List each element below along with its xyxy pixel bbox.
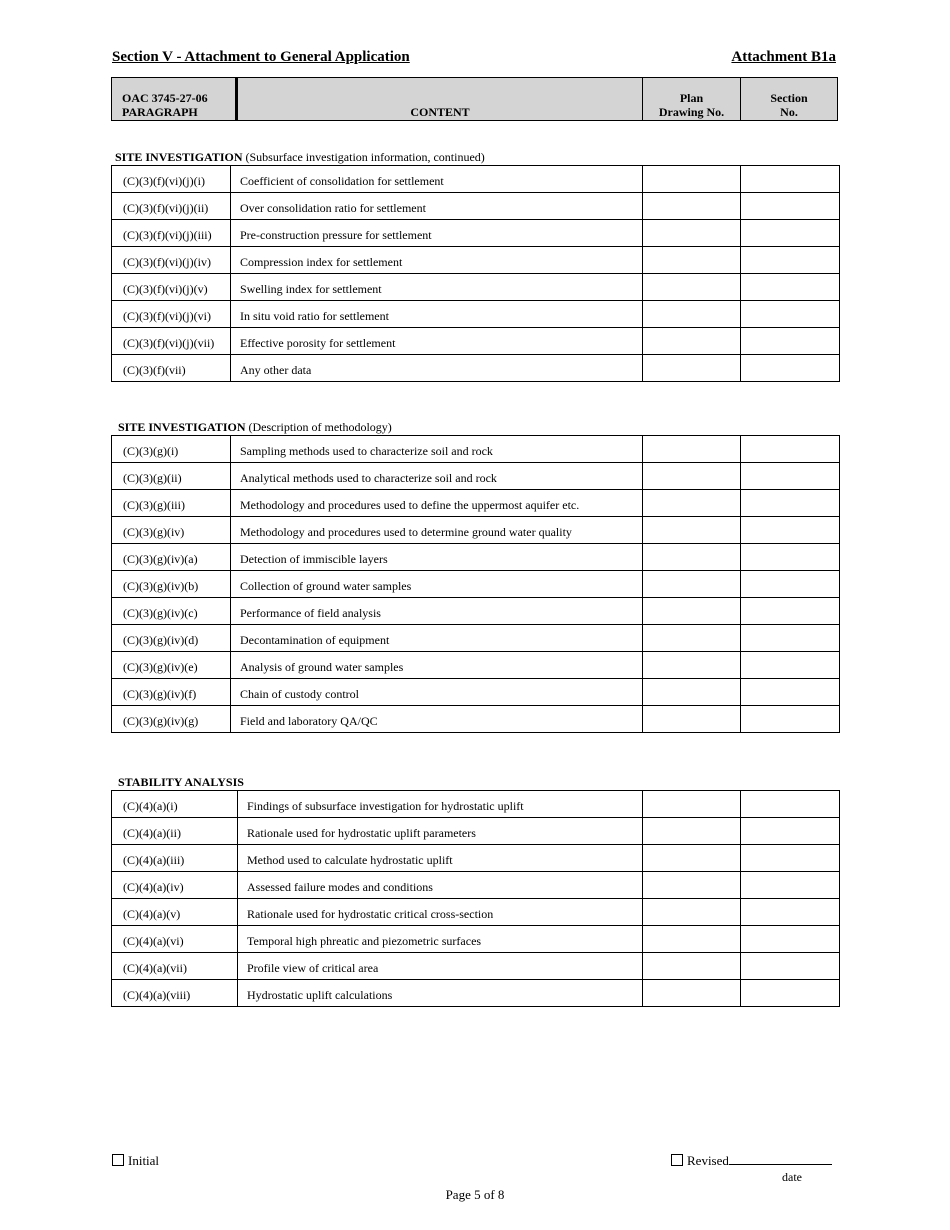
section-no-cell[interactable] — [741, 517, 840, 544]
plan-drawing-cell[interactable] — [643, 652, 741, 679]
section-no-cell[interactable] — [741, 544, 840, 571]
table-row — [112, 706, 840, 733]
section-heading-bold: STABILITY ANALYSIS — [118, 775, 244, 789]
paragraph-cell: (C)(4)(a)(ii) — [112, 818, 238, 845]
table-row — [112, 193, 840, 220]
plan-drawing-cell[interactable] — [643, 328, 741, 355]
table-row — [112, 571, 840, 598]
section-no-cell[interactable] — [741, 463, 840, 490]
paragraph-cell: (C)(3)(g)(iv)(d) — [112, 625, 231, 652]
paragraph-cell: (C)(4)(a)(viii) — [112, 980, 238, 1007]
content-cell: Sampling methods used to characterize soil and rock — [231, 436, 643, 463]
paragraph-cell: (C)(3)(g)(iv)(f) — [112, 679, 231, 706]
content-cell: Decontamination of equipment — [231, 625, 643, 652]
plan-drawing-cell[interactable] — [643, 463, 741, 490]
header-paragraph-line2: PARAGRAPH — [122, 105, 198, 119]
section-no-cell[interactable] — [741, 818, 840, 845]
section-no-cell[interactable] — [741, 598, 840, 625]
table-row — [112, 490, 840, 517]
table-site-investigation-methodology — [111, 435, 840, 733]
section-no-cell[interactable] — [741, 706, 840, 733]
plan-drawing-cell[interactable] — [643, 301, 741, 328]
table-row — [112, 899, 840, 926]
content-cell: Chain of custody control — [231, 679, 643, 706]
plan-drawing-cell[interactable] — [643, 706, 741, 733]
content-cell: Analysis of ground water samples — [231, 652, 643, 679]
table-row — [112, 301, 840, 328]
paragraph-cell: (C)(3)(f)(vi)(j)(vi) — [112, 301, 231, 328]
header-plan-drawing — [643, 78, 741, 120]
section-no-cell[interactable] — [741, 953, 840, 980]
content-cell: Method used to calculate hydrostatic uplift — [238, 845, 643, 872]
table-row — [112, 274, 840, 301]
table-row — [112, 652, 840, 679]
plan-drawing-cell[interactable] — [643, 625, 741, 652]
plan-drawing-cell[interactable] — [643, 274, 741, 301]
plan-drawing-cell[interactable] — [643, 193, 741, 220]
table-row — [112, 544, 840, 571]
section-heading-bold: SITE INVESTIGATION — [118, 420, 246, 434]
content-cell: Assessed failure modes and conditions — [238, 872, 643, 899]
section-heading — [118, 775, 244, 790]
table-row — [112, 845, 840, 872]
table-row — [112, 625, 840, 652]
section-no-cell[interactable] — [741, 679, 840, 706]
content-cell: Hydrostatic uplift calculations — [238, 980, 643, 1007]
paragraph-cell: (C)(3)(f)(vi)(j)(v) — [112, 274, 231, 301]
paragraph-cell: (C)(3)(g)(ii) — [112, 463, 231, 490]
paragraph-cell: (C)(3)(g)(iv)(g) — [112, 706, 231, 733]
section-no-cell[interactable] — [741, 436, 840, 463]
initial-label: Initial — [128, 1153, 160, 1168]
section-no-cell[interactable] — [741, 301, 840, 328]
table-row — [112, 872, 840, 899]
paragraph-cell: (C)(3)(g)(iv)(b) — [112, 571, 231, 598]
plan-drawing-cell[interactable] — [643, 166, 741, 193]
date-label: date — [782, 1170, 802, 1184]
paragraph-cell: (C)(3)(g)(iii) — [112, 490, 231, 517]
plan-drawing-cell[interactable] — [643, 926, 741, 953]
plan-drawing-cell[interactable] — [643, 247, 741, 274]
revised-checkbox[interactable] — [671, 1154, 683, 1166]
plan-drawing-cell[interactable] — [643, 980, 741, 1007]
section-no-cell[interactable] — [741, 355, 840, 382]
plan-drawing-cell[interactable] — [643, 355, 741, 382]
plan-drawing-cell[interactable] — [643, 845, 741, 872]
content-cell: Compression index for settlement — [231, 247, 643, 274]
plan-drawing-cell[interactable] — [643, 598, 741, 625]
plan-drawing-cell[interactable] — [643, 872, 741, 899]
table-site-investigation-subsurface — [111, 165, 840, 382]
table-stability-analysis — [111, 790, 840, 1007]
content-cell: In situ void ratio for settlement — [231, 301, 643, 328]
header-section-line2: No. — [780, 105, 798, 119]
table-row — [112, 247, 840, 274]
content-cell: Swelling index for settlement — [231, 274, 643, 301]
revised-date-blank[interactable] — [729, 1153, 832, 1165]
paragraph-cell: (C)(3)(g)(iv)(c) — [112, 598, 231, 625]
content-cell: Profile view of critical area — [238, 953, 643, 980]
content-cell: Rationale used for hydrostatic uplift parameters — [238, 818, 643, 845]
table-row — [112, 980, 840, 1007]
table-row — [112, 436, 840, 463]
column-header-bar — [111, 77, 838, 121]
header-content: CONTENT — [238, 78, 643, 120]
content-cell: Rationale used for hydrostatic critical cross-section — [238, 899, 643, 926]
table-row — [112, 463, 840, 490]
plan-drawing-cell[interactable] — [643, 818, 741, 845]
section-no-cell[interactable] — [741, 980, 840, 1007]
table-row — [112, 953, 840, 980]
initial-checkbox[interactable] — [112, 1154, 124, 1166]
section-no-cell[interactable] — [741, 328, 840, 355]
section-no-cell[interactable] — [741, 220, 840, 247]
content-cell: Pre-construction pressure for settlement — [231, 220, 643, 247]
section-no-cell[interactable] — [741, 845, 840, 872]
paragraph-cell: (C)(3)(f)(vi)(j)(iii) — [112, 220, 231, 247]
section-no-cell[interactable] — [741, 193, 840, 220]
paragraph-cell: (C)(3)(g)(iv) — [112, 517, 231, 544]
content-cell: Collection of ground water samples — [231, 571, 643, 598]
table-row — [112, 220, 840, 247]
section-heading-bold: SITE INVESTIGATION — [115, 150, 243, 164]
section-no-cell[interactable] — [741, 274, 840, 301]
content-cell: Temporal high phreatic and piezometric surfaces — [238, 926, 643, 953]
paragraph-cell: (C)(4)(a)(iv) — [112, 872, 238, 899]
section-no-cell[interactable] — [741, 490, 840, 517]
attachment-title: Attachment B1a — [731, 49, 836, 65]
table-row — [112, 517, 840, 544]
plan-drawing-cell[interactable] — [643, 791, 741, 818]
paragraph-cell: (C)(3)(f)(vi)(j)(vii) — [112, 328, 231, 355]
paragraph-cell: (C)(3)(f)(vi)(j)(ii) — [112, 193, 231, 220]
section-title: Section V - Attachment to General Application — [112, 49, 410, 65]
content-cell: Performance of field analysis — [231, 598, 643, 625]
table-row — [112, 355, 840, 382]
paragraph-cell: (C)(3)(g)(iv)(e) — [112, 652, 231, 679]
initial-option[interactable] — [112, 1153, 159, 1169]
plan-drawing-cell[interactable] — [643, 953, 741, 980]
content-cell: Coefficient of consolidation for settlement — [231, 166, 643, 193]
plan-drawing-cell[interactable] — [643, 220, 741, 247]
revised-option[interactable] — [671, 1153, 832, 1169]
section-heading — [118, 420, 392, 435]
table-row — [112, 166, 840, 193]
header-plan-line2: Drawing No. — [658, 105, 725, 119]
section-no-cell[interactable] — [741, 247, 840, 274]
plan-drawing-cell[interactable] — [643, 436, 741, 463]
content-cell: Methodology and procedures used to determine ground water quality — [231, 517, 643, 544]
table-row — [112, 679, 840, 706]
plan-drawing-cell[interactable] — [643, 679, 741, 706]
header-paragraph — [112, 78, 238, 120]
table-row — [112, 926, 840, 953]
header-section-line1: Section — [770, 91, 808, 105]
plan-drawing-cell[interactable] — [643, 544, 741, 571]
paragraph-cell: (C)(3)(f)(vi)(j)(i) — [112, 166, 231, 193]
content-cell: Any other data — [231, 355, 643, 382]
section-no-cell[interactable] — [741, 926, 840, 953]
plan-drawing-cell[interactable] — [643, 517, 741, 544]
table-row — [112, 598, 840, 625]
revised-label: Revised — [687, 1153, 729, 1168]
page-number: Page 5 of 8 — [445, 1187, 505, 1202]
paragraph-cell: (C)(3)(g)(iv)(a) — [112, 544, 231, 571]
section-no-cell[interactable] — [741, 652, 840, 679]
paragraph-cell: (C)(3)(f)(vii) — [112, 355, 231, 382]
section-no-cell[interactable] — [741, 166, 840, 193]
header-section-no — [741, 78, 837, 120]
content-cell: Over consolidation ratio for settlement — [231, 193, 643, 220]
paragraph-cell: (C)(4)(a)(vii) — [112, 953, 238, 980]
table-row — [112, 791, 840, 818]
content-cell: Field and laboratory QA/QC — [231, 706, 643, 733]
section-no-cell[interactable] — [741, 625, 840, 652]
table-row — [112, 818, 840, 845]
header-plan-line1: Plan — [679, 91, 704, 105]
content-cell: Effective porosity for settlement — [231, 328, 643, 355]
content-cell: Detection of immiscible layers — [231, 544, 643, 571]
section-no-cell[interactable] — [741, 571, 840, 598]
header-paragraph-line1: OAC 3745-27-06 — [122, 91, 208, 105]
plan-drawing-cell[interactable] — [643, 571, 741, 598]
paragraph-cell: (C)(3)(g)(i) — [112, 436, 231, 463]
section-no-cell[interactable] — [741, 899, 840, 926]
content-cell: Methodology and procedures used to define the uppermost aquifer etc. — [231, 490, 643, 517]
content-cell: Findings of subsurface investigation for hydrostatic uplift — [238, 791, 643, 818]
paragraph-cell: (C)(4)(a)(vi) — [112, 926, 238, 953]
plan-drawing-cell[interactable] — [643, 899, 741, 926]
section-no-cell[interactable] — [741, 791, 840, 818]
table-row — [112, 328, 840, 355]
section-heading — [115, 150, 485, 165]
paragraph-cell: (C)(4)(a)(i) — [112, 791, 238, 818]
section-heading-rest: (Subsurface investigation information, continued) — [242, 150, 485, 164]
paragraph-cell: (C)(4)(a)(v) — [112, 899, 238, 926]
section-no-cell[interactable] — [741, 872, 840, 899]
paragraph-cell: (C)(4)(a)(iii) — [112, 845, 238, 872]
content-cell: Analytical methods used to characterize soil and rock — [231, 463, 643, 490]
section-heading-rest: (Description of methodology) — [245, 420, 392, 434]
paragraph-cell: (C)(3)(f)(vi)(j)(iv) — [112, 247, 231, 274]
plan-drawing-cell[interactable] — [643, 490, 741, 517]
